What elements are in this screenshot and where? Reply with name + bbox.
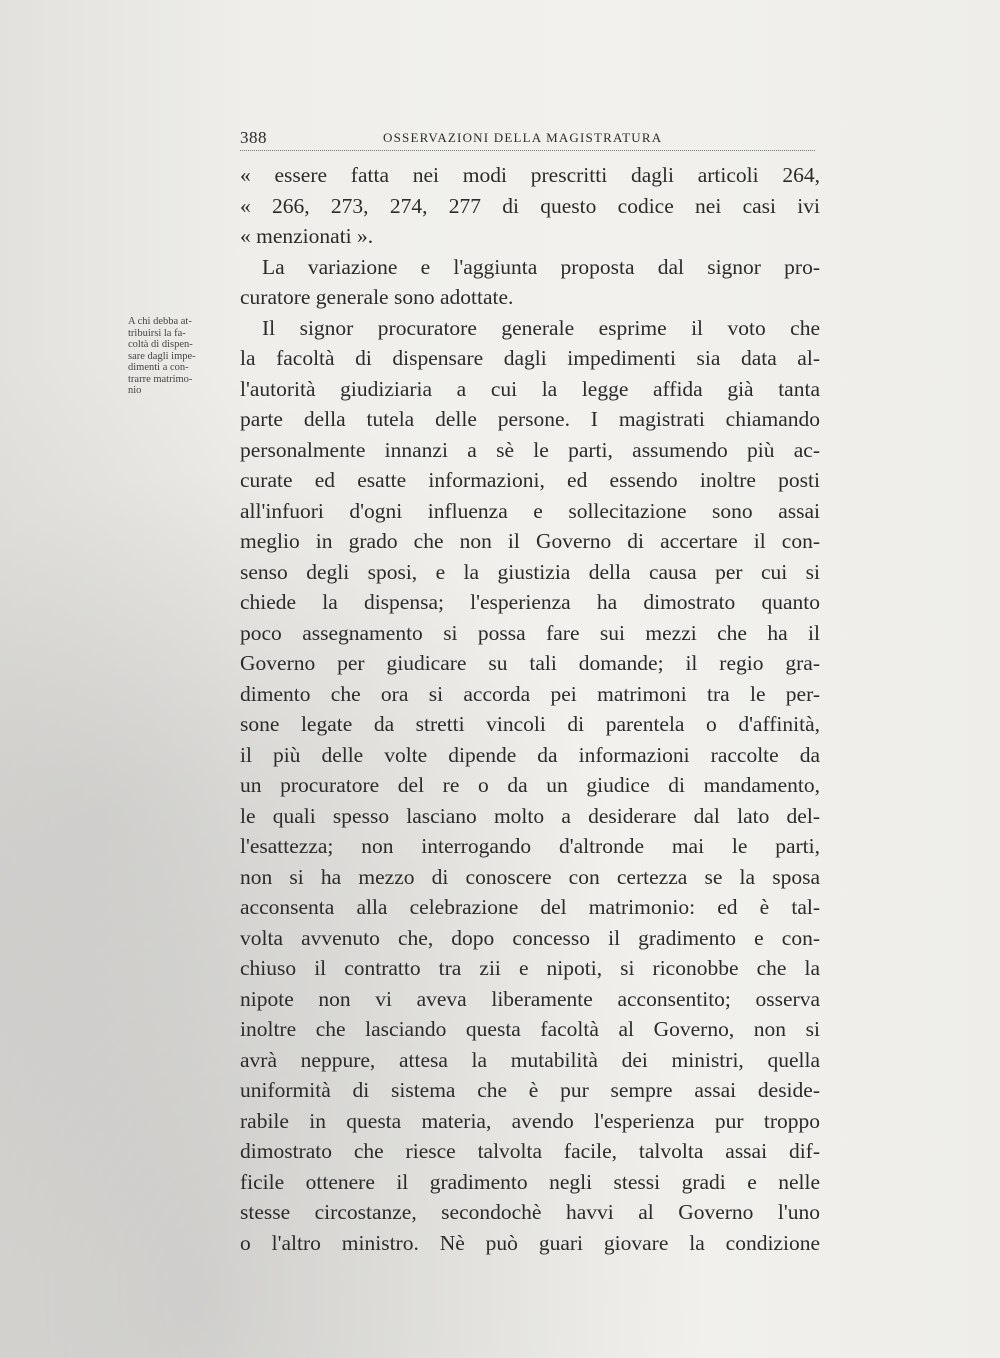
page-header [240, 128, 815, 151]
text-line: Governo per giudicare su tali domande; il regio gra- [240, 651, 820, 675]
page-number: 388 [240, 128, 267, 147]
text-line: « essere fatta nei modi prescritti dagli articoli 264, [240, 163, 820, 187]
text-line: l'autorità giudiziaria a cui la legge affida già tanta [240, 376, 820, 401]
text-line: La variazione e l'aggiunta proposta dal signor pro- [262, 254, 820, 279]
text-line: curatore generale sono adottate. [240, 285, 514, 309]
text-line: avrà neppure, attesa la mutabilità dei ministri, quella [240, 1047, 820, 1072]
text-line: poco assegnamento si possa fare sui mezzi che ha il [240, 620, 820, 645]
text-line: curate ed esatte informazioni, ed essendo inoltre posti [240, 468, 820, 492]
text-line: « menzionati ». [240, 224, 374, 248]
margin-note-line: tribuirsi la fa- [128, 327, 186, 339]
margin-note-line: A chi debba at- [128, 316, 192, 327]
running-head: OSSERVAZIONI DELLA MAGISTRATURA [383, 130, 663, 145]
text-line: personalmente innanzi a sè le parti, assumendo più ac- [240, 437, 820, 462]
text-line: acconsenta alla celebrazione del matrimonio: ed è tal- [240, 895, 820, 919]
text-line: chiede la dispensa; l'esperienza ha dimostrato quanto [240, 590, 820, 614]
text-line: il più delle volte dipende da informazioni raccolte da [240, 742, 820, 767]
margin-note [128, 316, 232, 397]
margin-note-line: dimenti a con- [128, 362, 189, 373]
margin-note-line: trarre matrimo- [128, 373, 193, 385]
margin-note-line: nio [128, 385, 142, 396]
text-line: Il signor procuratore generale esprime il voto che [262, 315, 820, 340]
body-text [240, 160, 820, 1258]
margin-note-line: coltà di dispen- [128, 339, 193, 350]
text-line: le quali spesso lasciano molto a desiderare dal lato del- [240, 803, 820, 828]
text-line: rabile in questa materia, avendo l'esperienza pur troppo [240, 1108, 820, 1133]
text-line: o l'altro ministro. Nè può guari giovare la condizione [240, 1230, 820, 1255]
margin-note-line: sare dagli impe- [128, 350, 196, 362]
text-line: dimostrato che riesce talvolta facile, talvolta assai dif- [240, 1139, 820, 1163]
text-line: meglio in grado che non il Governo di accertare il con- [240, 529, 820, 553]
text-line: parte della tutela delle persone. I magistrati chiamando [240, 407, 820, 431]
text-line: nipote non vi aveva liberamente acconsentito; osserva [240, 986, 820, 1011]
text-line: chiuso il contratto tra zii e nipoti, si riconobbe che la [240, 956, 820, 980]
text-line: uniformità di sistema che è pur sempre assai deside- [240, 1078, 820, 1102]
text-line: sone legate da stretti vincoli di parentela o d'affinità, [240, 712, 820, 736]
text-line: « 266, 273, 274, 277 di questo codice nei casi ivi [240, 193, 820, 218]
text-line: dimento che ora si accorda pei matrimoni tra le per- [240, 681, 820, 706]
text-line: la facoltà di dispensare dagli impedimenti sia data al- [240, 346, 820, 370]
text-line: l'esattezza; non interrogando d'altronde mai le parti, [240, 834, 820, 858]
text-line: ficile ottenere il gradimento negli stessi gradi e nelle [240, 1169, 820, 1194]
text-line: senso degli sposi, e la giustizia della causa per cui si [240, 559, 820, 584]
text-line: volta avvenuto che, dopo concesso il gradimento e con- [240, 925, 820, 950]
text-line: stesse circostanze, secondochè havvi al Governo l'uno [240, 1200, 820, 1224]
text-line: non si ha mezzo di conoscere con certezza se la sposa [240, 864, 820, 889]
text-line: un procuratore del re o da un giudice di mandamento, [240, 773, 820, 797]
text-line: inoltre che lasciando questa facoltà al Governo, non si [240, 1017, 820, 1041]
text-line: all'infuori d'ogni influenza e sollecitazione sono assai [240, 498, 820, 523]
